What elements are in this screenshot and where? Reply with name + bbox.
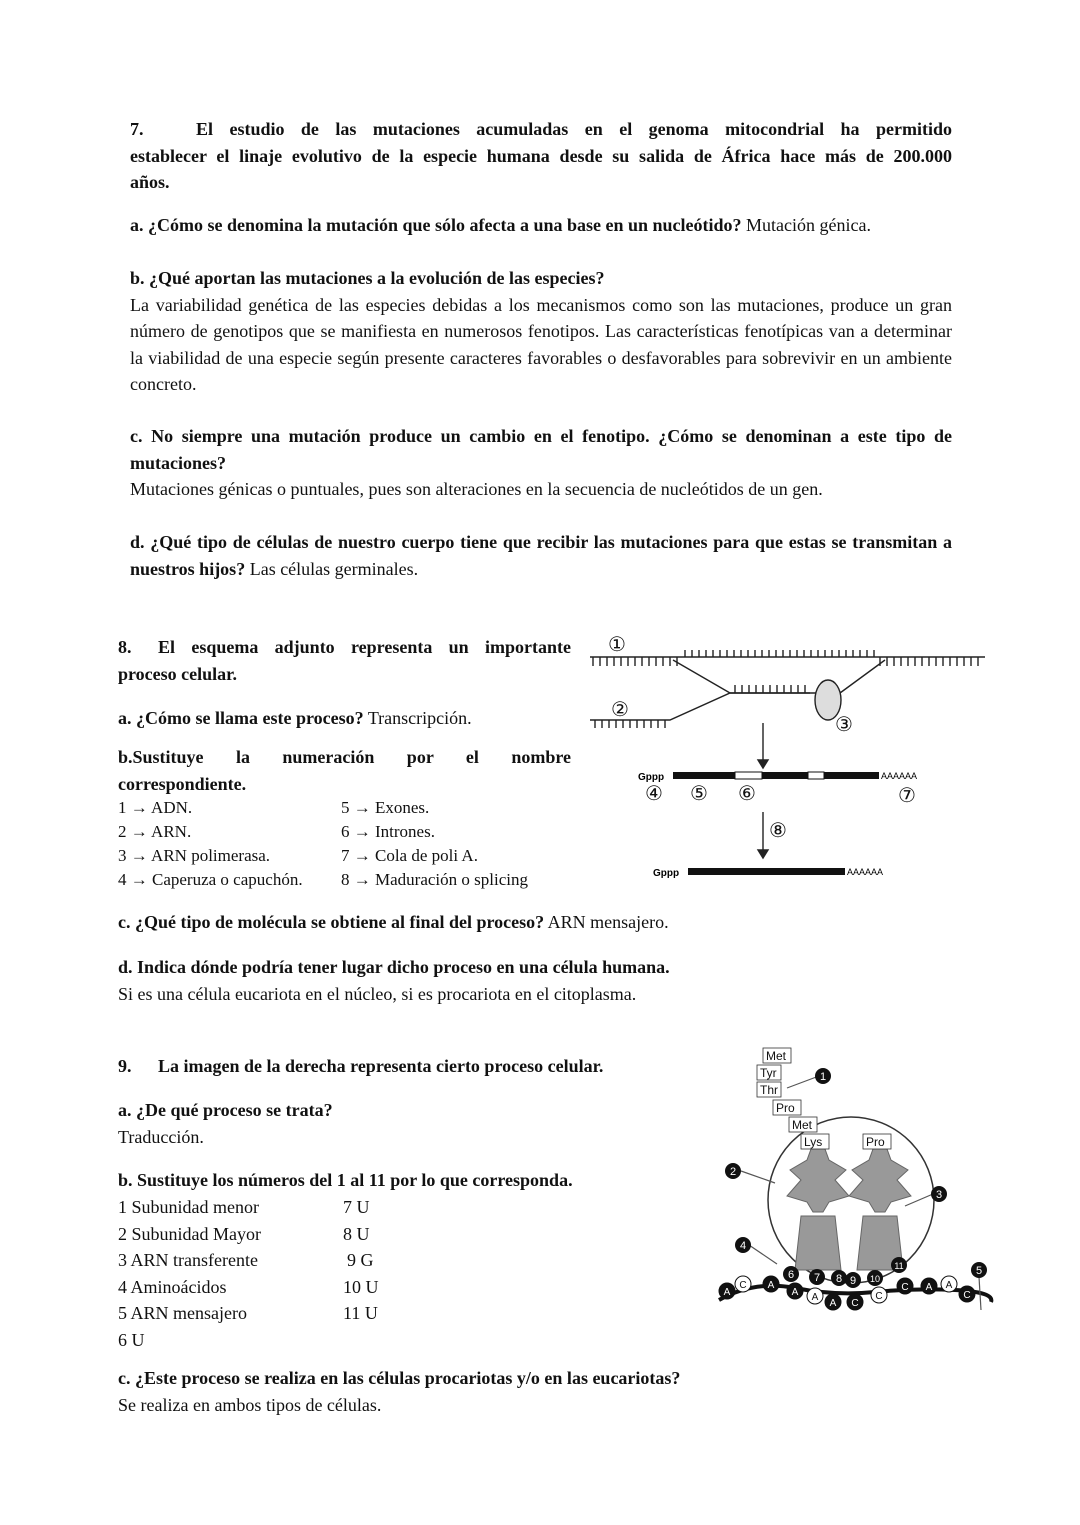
- cap-label-1: Gppp: [638, 772, 665, 783]
- dna-ticks: [593, 650, 978, 666]
- q8b-item: 1 → ADN.: [118, 798, 193, 817]
- label-1-dna: ①: [608, 634, 626, 656]
- q7c: [130, 423, 952, 503]
- label-8-splicing: ⑧: [769, 820, 787, 842]
- base-label: A: [723, 1287, 731, 1298]
- base-label: C: [875, 1291, 883, 1302]
- polya-label-2: AAAAAA: [847, 867, 884, 877]
- q7c-question: c. No siempre una mutación produce un cambio en el fenotipo. ¿Cómo se denominan a este tipo de mutaciones?: [130, 426, 952, 473]
- q8c-question: c. ¿Qué tipo de molécula se obtiene al final del proceso?: [118, 912, 545, 932]
- base-label: A: [811, 1292, 819, 1303]
- bubble-left: [673, 660, 730, 693]
- q9b-items-right: [343, 1194, 443, 1327]
- intron-1: [735, 772, 762, 779]
- exon-3: [824, 772, 879, 779]
- q7-statement-line3: años.: [130, 172, 170, 192]
- q9-number: 9.: [118, 1056, 132, 1076]
- q7-statement: [130, 116, 952, 196]
- ribosome-large-subunit: [768, 1117, 934, 1283]
- arrowhead-2: [758, 850, 768, 858]
- q9c-question: c. ¿Este proceso se realiza en las células procariotas y/o en las eucariotas?: [118, 1368, 681, 1388]
- q8b-item: 8 → Maduración o splicing: [341, 870, 528, 889]
- q8-number: 8.: [118, 637, 132, 657]
- q8b-items-left: [118, 796, 338, 892]
- q9a-answer: Traducción.: [118, 1126, 204, 1147]
- number-label: 6: [787, 1269, 795, 1281]
- q9b-item: 2 Subunidad Mayor: [118, 1223, 261, 1244]
- q8a-answer: Transcripción.: [367, 708, 472, 728]
- q9a-question: a. ¿De qué proceso se trata?: [118, 1100, 333, 1120]
- base-label: C: [901, 1282, 909, 1293]
- q9b-item: 11 U: [343, 1303, 378, 1323]
- q7c-answer: Mutaciones génicas o puntuales, pues son alteraciones en la secuencia de nucleótidos de un gen.: [130, 479, 823, 499]
- number-label: 5: [975, 1265, 983, 1277]
- q8-statement-line1: El esquema adjunto representa un importante: [158, 637, 571, 657]
- q8d-question: d. Indica dónde podría tener lugar dicho proceso en una célula humana.: [118, 957, 670, 977]
- q8b-item: 7 → Cola de poli A.: [341, 846, 478, 865]
- q8d-answer: Si es una célula eucariota en el núcleo, si es procariota en el citoplasma.: [118, 983, 637, 1004]
- q7d-answer: Las células germinales.: [249, 558, 419, 579]
- q7a: [130, 212, 960, 239]
- q8b-item: 6 → Intrones.: [341, 822, 435, 841]
- q8-statement: [118, 634, 571, 687]
- q8b-item: 2 → ARN.: [118, 822, 192, 841]
- aa-met-1: Met: [766, 1049, 787, 1063]
- q7-number: 7.: [130, 119, 144, 139]
- q9a: [118, 1097, 678, 1150]
- base-label: C: [739, 1280, 747, 1291]
- q9b-items-left: [118, 1194, 338, 1353]
- aa-pro-2: Pro: [866, 1135, 885, 1149]
- q9b-item: 3 ARN transferente: [118, 1250, 258, 1270]
- q9c-answer: Se realiza en ambos tipos de células.: [118, 1394, 382, 1415]
- number-label: 8: [835, 1273, 843, 1285]
- label-3-polymerase: ③: [835, 714, 853, 736]
- label-7-polya: ⑦: [898, 785, 916, 807]
- q8d: [118, 954, 948, 1007]
- q9b-item: 9 G: [347, 1250, 374, 1270]
- aa-thr: Thr: [760, 1083, 778, 1097]
- q7a-answer: Mutación génica.: [746, 215, 872, 235]
- aa-met-2: Met: [792, 1118, 813, 1132]
- q8b-question-line1: b.Sustituye la numeración por el nombre: [118, 747, 571, 767]
- base-label: A: [829, 1298, 837, 1309]
- base-label: A: [925, 1282, 933, 1293]
- q9b-item: 8 U: [343, 1223, 370, 1244]
- number-label: 9: [849, 1275, 857, 1287]
- base-label: A: [767, 1280, 775, 1291]
- q8a-question: a. ¿Cómo se llama este proceso?: [118, 708, 364, 728]
- number-label: 7: [813, 1272, 821, 1284]
- q9b-question: b. Sustituye los números del 1 al 11 por lo que corresponda.: [118, 1170, 573, 1190]
- bubble-right: [840, 660, 885, 693]
- label-2-rna: ②: [611, 699, 629, 721]
- aa-tyr: Tyr: [760, 1066, 777, 1080]
- pre-mrna: [673, 772, 879, 779]
- exon-2: [762, 772, 808, 779]
- q8c: [118, 909, 918, 936]
- base-label: C: [851, 1298, 859, 1309]
- q9b-item: 4 Aminoácidos: [118, 1276, 227, 1297]
- arrow-1: [787, 1076, 819, 1088]
- transcription-diagram: [585, 630, 995, 885]
- q8b-item: 5 → Exones.: [341, 798, 430, 817]
- translation-diagram: [715, 1040, 995, 1330]
- arrow-2: [741, 1171, 775, 1183]
- q9b-item: 6 U: [118, 1329, 145, 1350]
- label-6-introns: ⑥: [738, 783, 756, 805]
- polya-label-1: AAAAAA: [881, 771, 918, 781]
- q8a: [118, 705, 578, 732]
- q7-statement-line1: El estudio de las mutaciones acumuladas en el genoma mitocondrial ha permitido: [196, 119, 952, 139]
- q8b-items-right: [341, 796, 581, 892]
- q9-statement: [118, 1053, 678, 1080]
- q9-statement-text: La imagen de la derecha representa cierto proceso celular.: [158, 1056, 604, 1076]
- q8-statement-line2: proceso celular.: [118, 663, 237, 684]
- trna-left-stem: [795, 1216, 841, 1270]
- mature-mrna: [688, 868, 845, 875]
- q7b-question: b. ¿Qué aportan las mutaciones a la evolución de las especies?: [130, 268, 605, 288]
- number-label: 10: [869, 1274, 881, 1284]
- q7b-answer: La variabilidad genética de las especies debidas a los mecanismos como son las mutaciones, produce un gran número de genotipos que se manifiesta en numerosos fenotipos. Las características fenotípicas van a determinar la viabilidad de una especie según presente caracteres favorables o desfavorables para sobrevivir en un ambiente concreto.: [130, 294, 952, 394]
- q8c-answer: ARN mensajero.: [547, 912, 669, 932]
- q8b-question-line2: correspondiente.: [118, 773, 247, 794]
- q7-statement-line2: establecer el linaje evolutivo de la especie humana desde su salida de África hace más de 200.000: [130, 145, 952, 166]
- q7d-question: d. ¿Qué tipo de células de nuestro cuerpo tiene que recibir las mutaciones para que estas se transmitan a nuestros hijos?: [130, 532, 952, 579]
- exon-1: [673, 772, 735, 779]
- q9b-item: 1 Subunidad menor: [118, 1197, 259, 1217]
- q7b: [130, 265, 952, 398]
- arrowhead-1: [758, 760, 768, 768]
- aa-pro-1: Pro: [776, 1101, 795, 1115]
- base-label: A: [945, 1280, 953, 1291]
- number-label: 11: [894, 1261, 904, 1271]
- base-label: A: [791, 1287, 799, 1298]
- q8b-item: 3 → ARN polimerasa.: [118, 846, 271, 865]
- q9b-item: 5 ARN mensajero: [118, 1303, 247, 1323]
- number-label: 3: [935, 1189, 943, 1201]
- q9b-item: 7 U: [343, 1197, 370, 1217]
- q8b-question: [118, 744, 571, 797]
- label-4-cap: ④: [645, 783, 663, 805]
- aa-lys: Lys: [804, 1135, 823, 1149]
- intron-2: [808, 772, 824, 779]
- base-label: C: [963, 1290, 971, 1301]
- q9b-item: 10 U: [343, 1276, 379, 1297]
- label-5-exons: ⑤: [690, 783, 708, 805]
- arrow-4: [749, 1245, 777, 1264]
- q9c: [118, 1365, 918, 1418]
- q8b-item: 4 → Caperuza o capuchón.: [118, 870, 303, 889]
- cap-label-2: Gppp: [653, 868, 680, 879]
- number-label: 4: [739, 1240, 747, 1252]
- q7d: [130, 529, 952, 582]
- q7a-question: a. ¿Cómo se denomina la mutación que sólo afecta a una base en un nucleótido?: [130, 215, 742, 235]
- number-label: 2: [729, 1166, 737, 1178]
- number-label: 1: [819, 1071, 827, 1083]
